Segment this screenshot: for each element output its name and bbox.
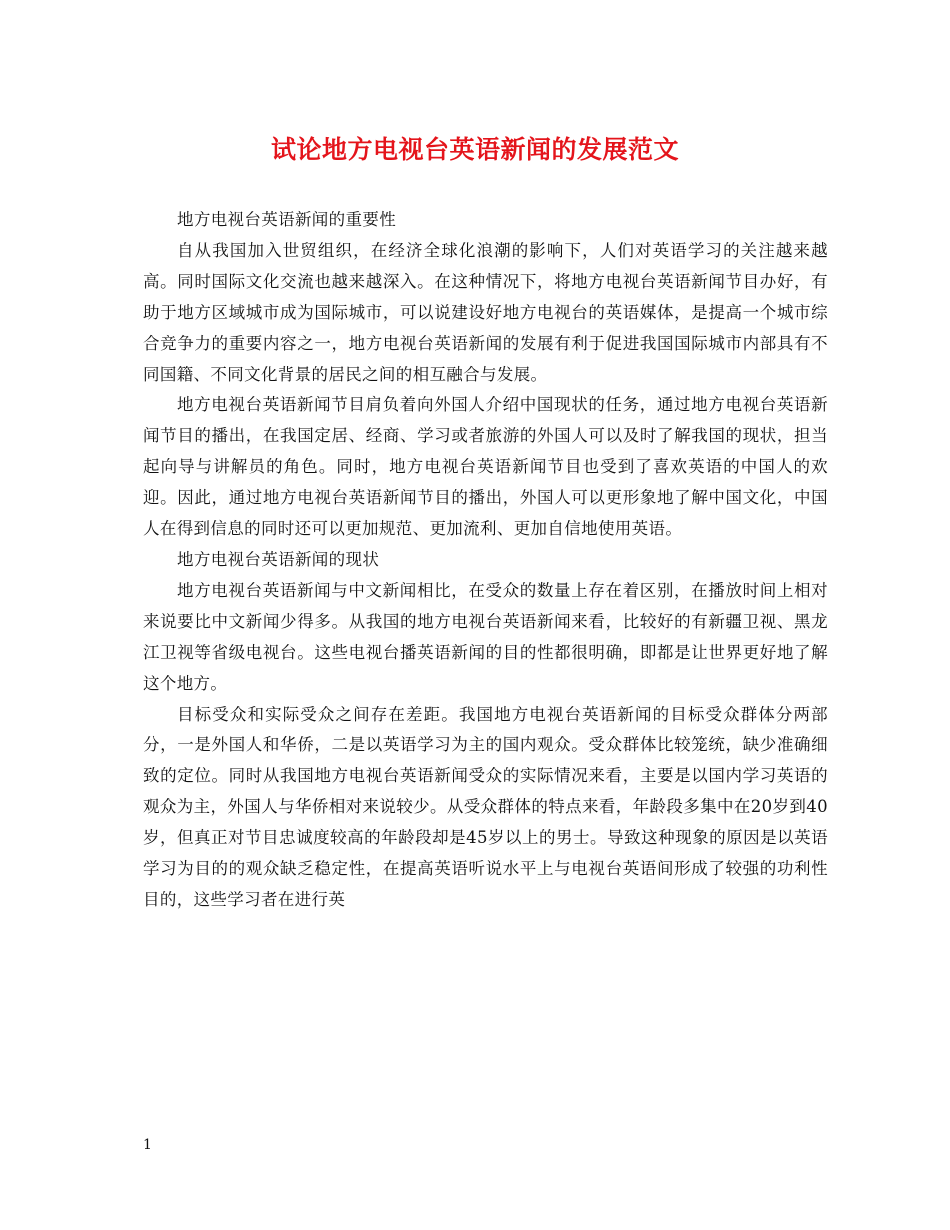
document-body [143,205,828,916]
page-number: 1 [143,1137,152,1153]
section-heading: 地方电视台英语新闻的现状 [177,549,380,569]
paragraph: 地方电视台英语新闻节目肩负着向外国人介绍中国现状的任务，通过地方电视台英语新闻节目的播出，在我国定居、经商、学习或者旅游的外国人可以及时了解我国的现状，担当起向导与讲解员的角色。同时，地方电视台英语新闻节目也受到了喜欢英语的中国人的欢迎。因此，通过地方电视台英语新闻节目的播出，外国人可以更形象地了解中国文化，中国人在得到信息的同时还可以更加规范、更加流利、更加自信地使用英语。 [143,395,828,539]
paragraph: 目标受众和实际受众之间存在差距。我国地方电视台英语新闻的目标受众群体分两部分，一是外国人和华侨，二是以英语学习为主的国内观众。受众群体比较笼统，缺少准确细致的定位。同时从我国地方电视台英语新闻受众的实际情况来看，主要是以国内学习英语的观众为主，外国人与华侨相对来说较少。从受众群体的特点来看，年龄段多集中在20岁到40岁，但真正对节目忠诚度较高的年龄段却是45岁以上的男士。导致这种现象的原因是以英语学习为目的的观众缺乏稳定性，在提高英语听说水平上与电视台英语间形成了较强的功利性目的，这些学习者在进行英 [143,704,828,909]
paragraph: 自从我国加入世贸组织，在经济全球化浪潮的影响下，人们对英语学习的关注越来越高。同时国际文化交流也越来越深入。在这种情况下，将地方电视台英语新闻节目办好，有助于地方区域城市成为国际城市，可以说建设好地方电视台的英语媒体，是提高一个城市综合竞争力的重要内容之一，地方电视台英语新闻的发展有利于促进我国国际城市内部具有不同国籍、不同文化背景的居民之间的相互融合与发展。 [143,240,828,384]
document-title: 试论地方电视台英语新闻的发展范文 [270,135,679,164]
paragraph: 地方电视台英语新闻与中文新闻相比，在受众的数量上存在着区别，在播放时间上相对来说要比中文新闻少得多。从我国的地方电视台英语新闻来看，比较好的有新疆卫视、黑龙江卫视等省级电视台。这些电视台播英语新闻的目的性都很明确，即都是让世界更好地了解这个地方。 [143,580,828,693]
section-heading: 地方电视台英语新闻的重要性 [177,210,397,229]
